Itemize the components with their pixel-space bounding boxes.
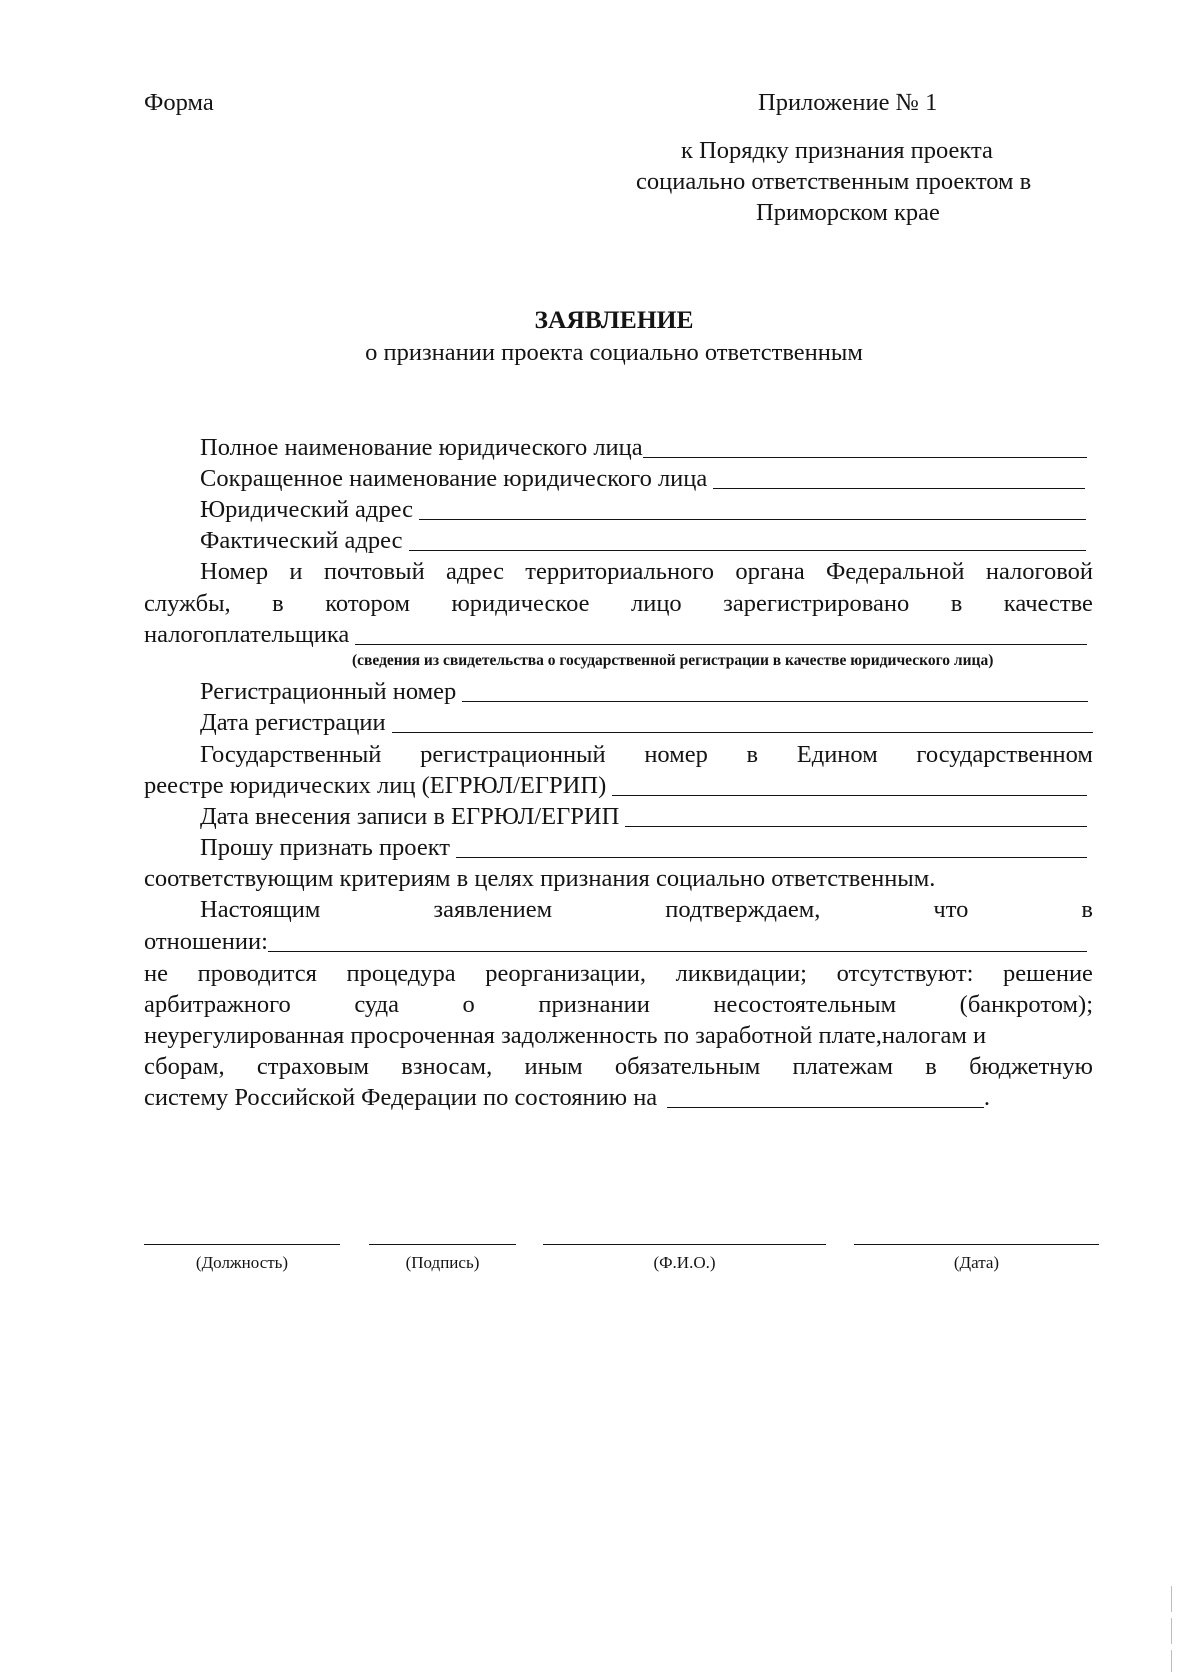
appendix-ref-line3: Приморском крае bbox=[756, 199, 940, 226]
word: платежам bbox=[792, 1053, 894, 1080]
form-label: Форма bbox=[144, 89, 214, 116]
confirmation-line1 bbox=[200, 895, 1093, 925]
actual-address-field[interactable] bbox=[200, 526, 1086, 556]
word: зарегистрировано bbox=[723, 590, 910, 617]
status-date-field[interactable] bbox=[144, 1083, 990, 1113]
egrul-number-blank[interactable] bbox=[612, 795, 1087, 796]
word: арбитражного bbox=[144, 991, 291, 1018]
scan-edge-mark bbox=[1171, 1586, 1172, 1612]
legal-address-blank[interactable] bbox=[419, 519, 1086, 520]
word: страховым bbox=[256, 1053, 370, 1080]
word: органа bbox=[735, 558, 805, 585]
reg-date-label: Дата регистрации bbox=[200, 709, 386, 736]
reg-number-field[interactable] bbox=[200, 677, 1088, 707]
word: юридическое bbox=[451, 590, 590, 617]
word: бюджетную bbox=[969, 1053, 1093, 1080]
word: взносам, bbox=[401, 1053, 493, 1080]
short-name-label: Сокращенное наименование юридического лица bbox=[200, 465, 708, 492]
position-caption: (Должность) bbox=[195, 1253, 289, 1272]
fio-caption: (Ф.И.О.) bbox=[653, 1253, 716, 1272]
organization-label: отношении: bbox=[144, 928, 268, 955]
word: Номер bbox=[200, 558, 269, 585]
word: ликвидации; bbox=[675, 960, 807, 987]
document-title: ЗАЯВЛЕНИЕ bbox=[534, 305, 694, 334]
word: в bbox=[272, 590, 284, 617]
actual-address-label: Фактический адрес bbox=[200, 527, 403, 554]
tax-authority-line2 bbox=[144, 589, 1093, 619]
short-name-blank[interactable] bbox=[713, 488, 1085, 489]
reg-date-blank[interactable] bbox=[392, 732, 1093, 733]
full-name-blank[interactable] bbox=[643, 457, 1087, 458]
word: проводится bbox=[197, 960, 317, 987]
full-name-field[interactable] bbox=[200, 433, 1087, 463]
word: в bbox=[1081, 896, 1093, 923]
word: признании bbox=[538, 991, 650, 1018]
word: обязательным bbox=[614, 1053, 761, 1080]
position-signature-line[interactable] bbox=[144, 1244, 340, 1245]
word: процедура bbox=[346, 960, 456, 987]
egrul-line1 bbox=[200, 740, 1093, 770]
word: регистрационный bbox=[420, 741, 606, 768]
legal-address-field[interactable] bbox=[200, 495, 1086, 525]
word: государственном bbox=[916, 741, 1093, 768]
word: лицо bbox=[630, 590, 682, 617]
word: в bbox=[746, 741, 759, 768]
egrul-number-field[interactable] bbox=[144, 771, 1087, 801]
scan-edge-mark bbox=[1171, 1650, 1172, 1672]
criteria-text: соответствующим критериям в целях признания социально ответственным. bbox=[144, 865, 936, 892]
signature-caption: (Подпись) bbox=[405, 1253, 480, 1272]
tax-authority-line1 bbox=[200, 557, 1093, 587]
word: службы, bbox=[144, 590, 231, 617]
word: Федеральной bbox=[826, 558, 965, 585]
word: и bbox=[289, 558, 303, 585]
word: не bbox=[144, 960, 168, 987]
word: налоговой bbox=[985, 558, 1093, 585]
word: (банкротом); bbox=[959, 991, 1093, 1018]
word: иным bbox=[524, 1053, 583, 1080]
word: о bbox=[462, 991, 475, 1018]
full-name-label: Полное наименование юридического лица bbox=[200, 434, 643, 461]
actual-address-blank[interactable] bbox=[409, 550, 1086, 551]
organization-blank[interactable] bbox=[268, 951, 1087, 952]
date-signature-line[interactable] bbox=[854, 1244, 1099, 1245]
reg-number-blank[interactable] bbox=[462, 701, 1088, 702]
egrul-date-label: Дата внесения записи в ЕГРЮЛ/ЕГРИП bbox=[200, 803, 620, 830]
status-date-period: . bbox=[983, 1084, 990, 1111]
word: в bbox=[925, 1053, 937, 1080]
fio-signature-line[interactable] bbox=[543, 1244, 826, 1245]
reg-number-label: Регистрационный номер bbox=[200, 678, 457, 705]
confirmation-line5: неурегулированная просроченная задолженность по заработной плате,налогам и bbox=[144, 1022, 987, 1049]
confirmation-line4 bbox=[144, 990, 1093, 1020]
organization-field[interactable] bbox=[144, 927, 1087, 957]
project-name-blank[interactable] bbox=[456, 857, 1087, 858]
taxpayer-field[interactable] bbox=[144, 620, 1087, 650]
status-date-blank[interactable] bbox=[667, 1107, 984, 1108]
date-caption: (Дата) bbox=[953, 1253, 1000, 1272]
taxpayer-label: налогоплательщика bbox=[144, 621, 350, 648]
word: отсутствуют: bbox=[836, 960, 974, 987]
word: Настоящим bbox=[200, 896, 321, 923]
word: котором bbox=[325, 590, 410, 617]
egrul-date-field[interactable] bbox=[200, 802, 1087, 832]
word: заявлением bbox=[433, 896, 553, 923]
word: качестве bbox=[1003, 590, 1093, 617]
word: в bbox=[950, 590, 963, 617]
appendix-number: Приложение № 1 bbox=[758, 89, 938, 116]
word: несостоятельным bbox=[713, 991, 897, 1018]
word: реорганизации, bbox=[485, 960, 646, 987]
taxpayer-blank[interactable] bbox=[355, 644, 1087, 645]
egrul-date-blank[interactable] bbox=[625, 826, 1087, 827]
egrul-number-label: реестре юридических лиц (ЕГРЮЛ/ЕГРИП) bbox=[144, 772, 607, 799]
project-request-label: Прошу признать проект bbox=[200, 834, 451, 861]
scan-edge-mark bbox=[1171, 1618, 1172, 1644]
word: суда bbox=[354, 991, 399, 1018]
appendix-ref-line2: социально ответственным проектом в bbox=[636, 168, 1032, 195]
word: номер bbox=[644, 741, 708, 768]
word: решение bbox=[1002, 960, 1093, 987]
word: Едином bbox=[796, 741, 878, 768]
confirmation-line3 bbox=[144, 959, 1093, 989]
project-request-field[interactable] bbox=[200, 833, 1087, 863]
document-subtitle: о признании проекта социально ответственным bbox=[365, 339, 863, 366]
tax-note: (сведения из свидетельства о государственной регистрации в качестве юридического лица) bbox=[352, 652, 994, 669]
signature-line[interactable] bbox=[369, 1244, 516, 1245]
status-date-label: систему Российской Федерации по состоянию на bbox=[144, 1084, 658, 1111]
short-name-field[interactable] bbox=[200, 464, 1085, 494]
word: сборам, bbox=[144, 1053, 225, 1080]
word: подтверждаем, bbox=[665, 896, 821, 923]
word: Государственный bbox=[200, 741, 382, 768]
legal-address-label: Юридический адрес bbox=[200, 496, 413, 523]
word: что bbox=[933, 896, 969, 923]
word: почтовый bbox=[323, 558, 425, 585]
confirmation-line6 bbox=[144, 1052, 1093, 1082]
word: адрес bbox=[446, 558, 504, 585]
word: территориального bbox=[525, 558, 714, 585]
appendix-ref-line1: к Порядку признания проекта bbox=[681, 137, 993, 164]
reg-date-field[interactable] bbox=[200, 708, 1093, 738]
